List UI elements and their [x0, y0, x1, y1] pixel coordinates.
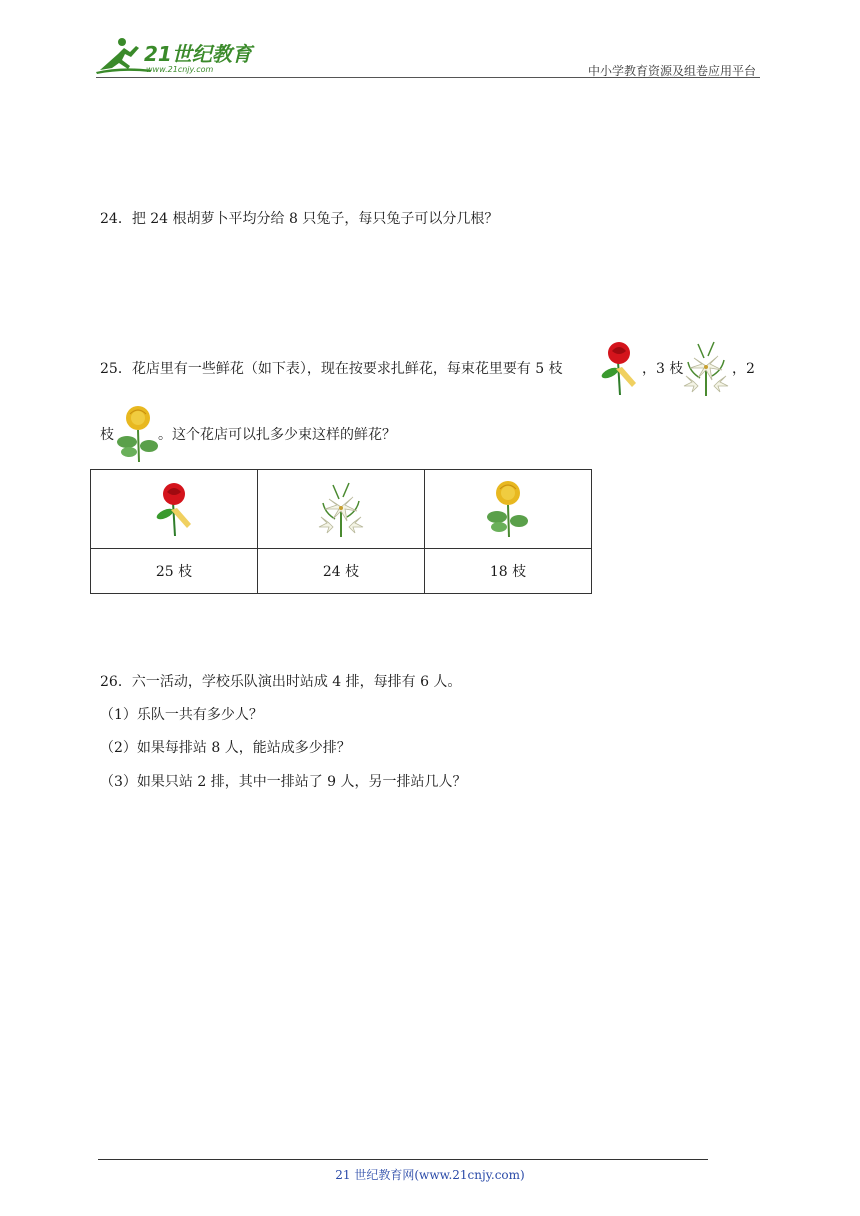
- table-row: [91, 470, 592, 549]
- rose-icon: [153, 480, 195, 538]
- footer-divider: [98, 1159, 708, 1160]
- question-25-line1: [100, 359, 563, 379]
- table-cell-rose: [91, 470, 258, 549]
- site-logo: [92, 32, 262, 78]
- question-26-part-3: （3）如果只站 2 排，其中一排站了 9 人，另一排站几人？: [100, 774, 467, 790]
- lily-icon: [315, 479, 367, 539]
- header-divider: [96, 77, 760, 78]
- chrysanthemum-icon: [485, 479, 531, 539]
- question-26-part-1: （1）乐队一共有多少人？: [100, 707, 263, 723]
- table-cell-lily: [258, 470, 425, 549]
- lily-count: 24 枝: [258, 549, 425, 594]
- rose-count: 25 枝: [91, 549, 258, 594]
- header-platform-text: 中小学教育资源及组卷应用平台: [587, 64, 756, 78]
- q25-text-c: ，2: [732, 361, 755, 377]
- question-24: 24．把 24 根胡萝卜平均分给 8 只兔子，每只兔子可以分几根？: [100, 211, 499, 227]
- q25-text-line2-a: 枝: [100, 427, 114, 443]
- q25-text-a: 25．花店里有一些鲜花（如下表），现在按要求扎鲜花，每束花里要有 5 枝: [100, 361, 563, 377]
- logo-text: 21世纪教育: [144, 42, 252, 66]
- q25-text-line2-b: 。这个花店可以扎多少束这样的鲜花？: [158, 427, 396, 443]
- table-row: [91, 549, 592, 594]
- chrysanthemum-count: 18 枝: [425, 549, 592, 594]
- footer-text: 21 世纪教育网(www.21cnjy.com): [335, 1168, 525, 1182]
- flower-table: [90, 469, 592, 594]
- rose-icon: [598, 339, 640, 401]
- q25-text-b: ，3 枝: [642, 361, 684, 377]
- table-cell-chrysanthemum: [425, 470, 592, 549]
- logo-url: www.21cnjy.com: [146, 65, 214, 74]
- question-26-part-2: （2）如果每排站 8 人，能站成多少排？: [100, 740, 351, 756]
- question-26-stem: 26．六一活动，学校乐队演出时站成 4 排，每排有 6 人。: [100, 674, 462, 690]
- chrysanthemum-icon: [115, 404, 161, 468]
- lily-icon: [680, 338, 732, 402]
